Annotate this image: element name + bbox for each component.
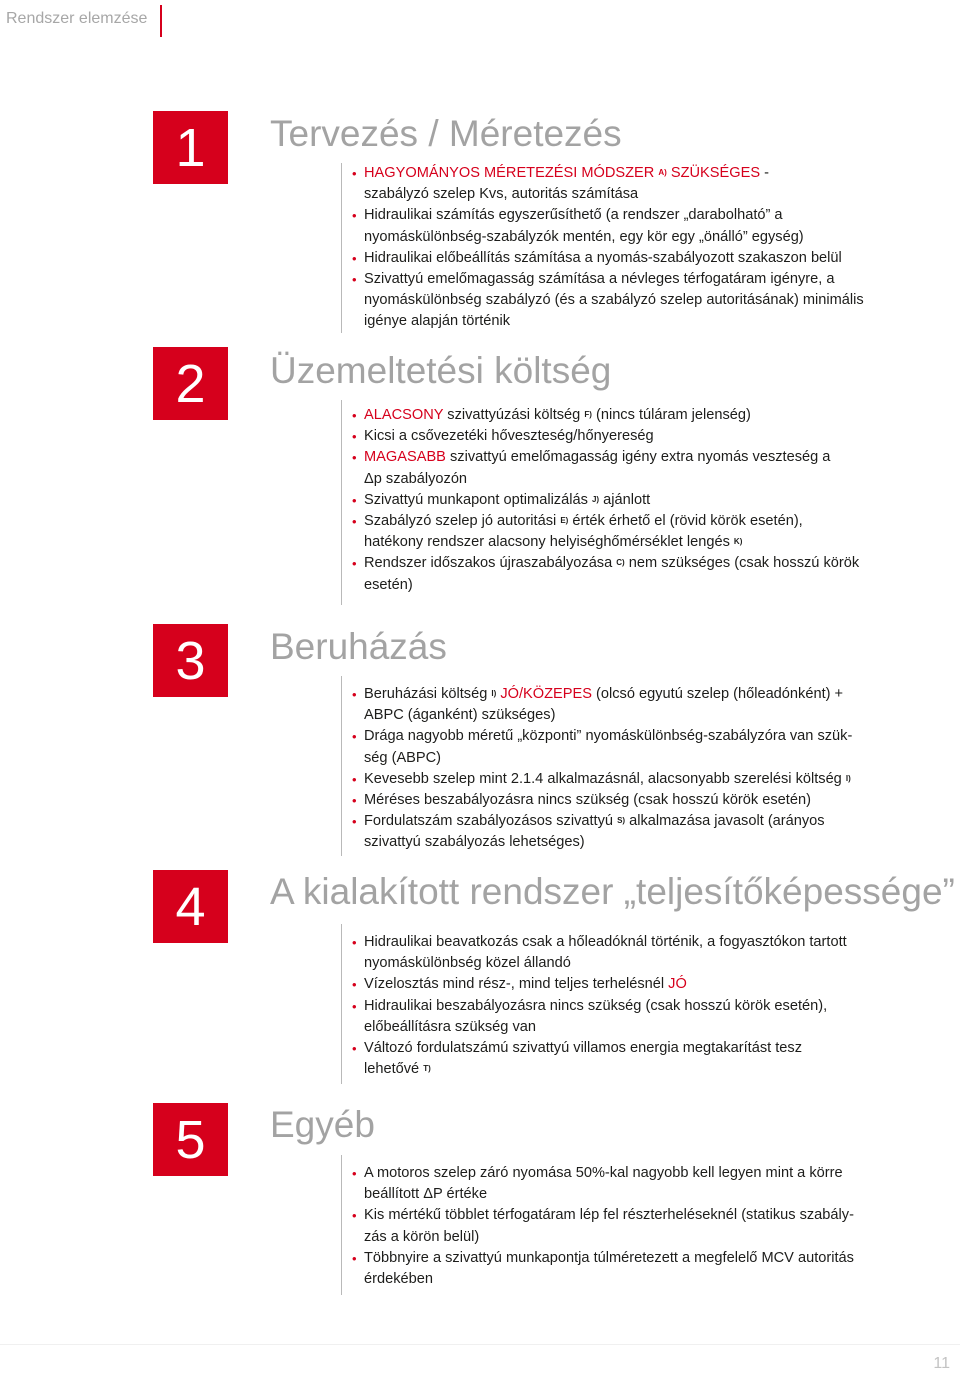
bullet-text: - xyxy=(760,165,769,181)
bullet-text: szivattyúzási költség xyxy=(443,407,585,423)
bullet-text: beállított ΔP értéke xyxy=(364,1186,488,1203)
bullet-item xyxy=(352,163,912,205)
bullet-text: SZÜKSÉGES xyxy=(666,165,761,181)
section-1-bullets xyxy=(352,163,912,333)
bullet-text: Δp szabályozón xyxy=(364,470,468,487)
section-2-rule xyxy=(341,400,342,605)
bullet-item xyxy=(352,1038,912,1080)
bullet-text: Hidraulikai számítás egyszerűsíthető (a rendszer „darabolható” a xyxy=(364,207,783,224)
bullet-text: Fordulatszám szabályozásos szivattyú xyxy=(364,813,618,830)
bullet-text: előbeállításra szükség van xyxy=(364,1018,536,1035)
bullet-dot-icon: • xyxy=(352,935,357,950)
bullet-text: Szivattyú emelőmagasság számítása a névleges térfogatáram igényre, a xyxy=(364,271,835,288)
bullet-text: szabályzó szelep Kvs, autoritás számítása xyxy=(364,186,639,203)
section-3-number: 3 xyxy=(153,624,228,697)
reference-marker: S) xyxy=(617,816,626,826)
bullet-dot-icon: • xyxy=(352,729,357,745)
bullet-text: ABPC (áganként) szükséges) xyxy=(364,707,556,724)
bullet-text: (nincs túláram jelenség) xyxy=(591,407,751,423)
section-5-bullets xyxy=(352,1163,912,1290)
bullet-item xyxy=(352,811,912,853)
bullet-text: igénye alapján történik xyxy=(364,313,511,330)
section-1-number: 1 xyxy=(153,111,228,184)
bullet-dot-icon: • xyxy=(352,771,357,787)
bullet-text: Kevesebb szelep mint 2.1.4 alkalmazásnál, alacsonyabb szerelési költség xyxy=(364,770,846,787)
bullet-text: JÓ xyxy=(668,976,687,993)
bullet-text: Drága nagyobb méretű „központi” nyomáskülönbség-szabályzóra van szük- xyxy=(364,728,853,745)
reference-marker: T) xyxy=(423,1064,431,1074)
bullet-dot-icon: • xyxy=(352,166,357,181)
bullet-item xyxy=(352,553,912,595)
bullet-dot-icon: • xyxy=(352,687,357,702)
reference-marker: C) xyxy=(616,558,625,568)
bullet-text: Kicsi a csővezetéki hőveszteség/hőnyereség xyxy=(364,428,654,445)
section-1-rule xyxy=(341,163,342,333)
bullet-text: nyomáskülönbség szabályzó (és a szabályzó szelep autoritásának) minimális xyxy=(364,292,864,309)
bullet-text: ajánlott xyxy=(599,491,651,508)
bullet-text: Többnyire a szivattyú munkapontja túlméretezett a megfelelő MCV autoritás xyxy=(364,1249,854,1266)
bullet-dot-icon: • xyxy=(352,408,357,423)
bullet-text: alkalmazása javasolt (arányos xyxy=(625,813,825,830)
bullet-item xyxy=(352,1205,912,1247)
bullet-text: Rendszer időszakos újraszabályozása xyxy=(364,555,617,572)
bullet-item xyxy=(352,426,912,447)
bullet-dot-icon: • xyxy=(352,208,357,224)
section-1-title: Tervezés / Méretezés xyxy=(270,113,622,154)
bullet-item xyxy=(352,790,912,811)
bullet-dot-icon: • xyxy=(352,793,357,809)
section-4-rule xyxy=(341,924,342,1084)
reference-marker: E) xyxy=(560,516,569,526)
bullet-text: nyomáskülönbség-szabályzók mentén, egy kör egy „önálló” egység) xyxy=(364,228,804,245)
bullet-dot-icon: • xyxy=(352,1041,357,1057)
bullet-dot-icon: • xyxy=(352,1208,357,1224)
bullet-dot-icon: • xyxy=(352,1166,357,1181)
bullet-item xyxy=(352,490,912,511)
bullet-item xyxy=(352,932,912,974)
bullet-text: Hidraulikai előbeállítás számítása a nyomás-szabályozott szakaszon belül xyxy=(364,249,842,266)
bullet-item xyxy=(352,447,912,489)
section-4-title: A kialakított rendszer „teljesítőképessége” xyxy=(270,871,955,912)
bullet-dot-icon: • xyxy=(352,250,357,266)
bullet-item xyxy=(352,248,912,269)
bullet-dot-icon: • xyxy=(352,429,357,445)
section-2-number: 2 xyxy=(153,347,228,420)
section-2-bullets xyxy=(352,405,912,596)
bullet-item xyxy=(352,726,912,768)
bullet-dot-icon: • xyxy=(352,272,357,288)
bullet-dot-icon: • xyxy=(352,977,357,993)
bullet-text: szivattyú emelőmagasság igény extra nyomás veszteség a xyxy=(445,449,831,466)
bullet-text: hatékony rendszer alacsony helyiséghőmérséklet lengés xyxy=(364,534,734,551)
bullet-dot-icon: • xyxy=(352,556,357,572)
bullet-text: HAGYOMÁNYOS MÉRETEZÉSI MÓDSZER xyxy=(364,165,655,181)
bullet-item xyxy=(352,974,912,995)
bullet-text: Hidraulikai beszabályozásra nincs szükség (csak hosszú körök esetén), xyxy=(364,997,828,1014)
bullet-item xyxy=(352,684,912,726)
bullet-text: Hidraulikai beavatkozás csak a hőleadóknál történik, a fogyasztókon tartott xyxy=(364,934,847,950)
bullet-text: Vízelosztás mind rész-, mind teljes terhelésnél xyxy=(364,976,669,993)
bullet-text: JÓ/KÖZEPES xyxy=(500,686,592,702)
bullet-item xyxy=(352,1163,912,1205)
bullet-item xyxy=(352,769,912,790)
page-number: 11 xyxy=(933,1355,950,1372)
bullet-text: esetén) xyxy=(364,576,413,593)
bullet-text: MAGASABB xyxy=(364,449,446,466)
bullet-dot-icon: • xyxy=(352,814,357,830)
section-5-rule xyxy=(341,1155,342,1295)
bullet-dot-icon: • xyxy=(352,450,357,466)
bullet-text: zás a körön belül) xyxy=(364,1228,480,1245)
reference-marker: F) xyxy=(584,410,592,419)
bullet-text: Beruházási költség xyxy=(364,686,492,702)
section-5-number: 5 xyxy=(153,1103,228,1176)
bullet-item xyxy=(352,511,912,553)
section-3-bullets xyxy=(352,684,912,854)
reference-marker: I) xyxy=(491,689,497,698)
reference-marker: J) xyxy=(591,494,600,504)
bullet-text: lehetővé xyxy=(364,1061,424,1078)
bullet-item xyxy=(352,405,912,426)
bullet-text: Kis mértékű többlet térfogatáram lép fel részterheléseknél (statikus szabály- xyxy=(364,1207,854,1224)
bullet-text: Szivattyú munkapont optimalizálás xyxy=(364,491,592,508)
section-3-rule xyxy=(341,676,342,856)
bullet-item xyxy=(352,996,912,1038)
section-3-title: Beruházás xyxy=(270,626,447,667)
reference-marker: K) xyxy=(733,537,743,547)
bullet-item xyxy=(352,205,912,247)
bullet-item xyxy=(352,269,912,333)
bullet-dot-icon: • xyxy=(352,514,357,530)
bullet-item xyxy=(352,1248,912,1290)
section-4-bullets xyxy=(352,932,912,1080)
bullet-text: nyomáskülönbség közel állandó xyxy=(364,955,571,972)
section-2-title: Üzemeltetési költség xyxy=(270,350,612,391)
footer-divider xyxy=(0,1344,960,1345)
bullet-dot-icon: • xyxy=(352,998,357,1014)
header-divider xyxy=(160,5,162,37)
bullet-text: Szabályzó szelep jó autoritási xyxy=(364,513,561,530)
bullet-text: ség (ABPC) xyxy=(364,749,442,766)
bullet-text: (olcsó egyutú szelep (hőleadónként) + xyxy=(591,686,844,702)
reference-marker: I) xyxy=(845,773,851,783)
running-header: Rendszer elemzése xyxy=(6,10,148,27)
bullet-text: Változó fordulatszámú szivattyú villamos energia megtakarítást tesz xyxy=(364,1040,803,1057)
bullet-text: Méréses beszabályozásra nincs szükség (csak hosszú körök esetén) xyxy=(364,792,811,809)
bullet-text: érdekében xyxy=(364,1271,433,1288)
section-4-number: 4 xyxy=(153,870,228,943)
bullet-text: nem szükséges (csak hosszú körök xyxy=(624,555,860,572)
reference-marker: A) xyxy=(658,168,667,177)
bullet-text: érték érhető el (rövid körök esetén), xyxy=(568,513,803,530)
bullet-dot-icon: • xyxy=(352,1250,357,1266)
bullet-text: ALACSONY xyxy=(364,407,444,423)
bullet-text: A motoros szelep záró nyomása 50%-kal nagyobb kell legyen mint a körre xyxy=(364,1165,843,1181)
section-5-title: Egyéb xyxy=(270,1104,375,1145)
bullet-dot-icon: • xyxy=(352,492,357,508)
bullet-text: szivattyú szabályozás lehetséges) xyxy=(364,834,585,851)
